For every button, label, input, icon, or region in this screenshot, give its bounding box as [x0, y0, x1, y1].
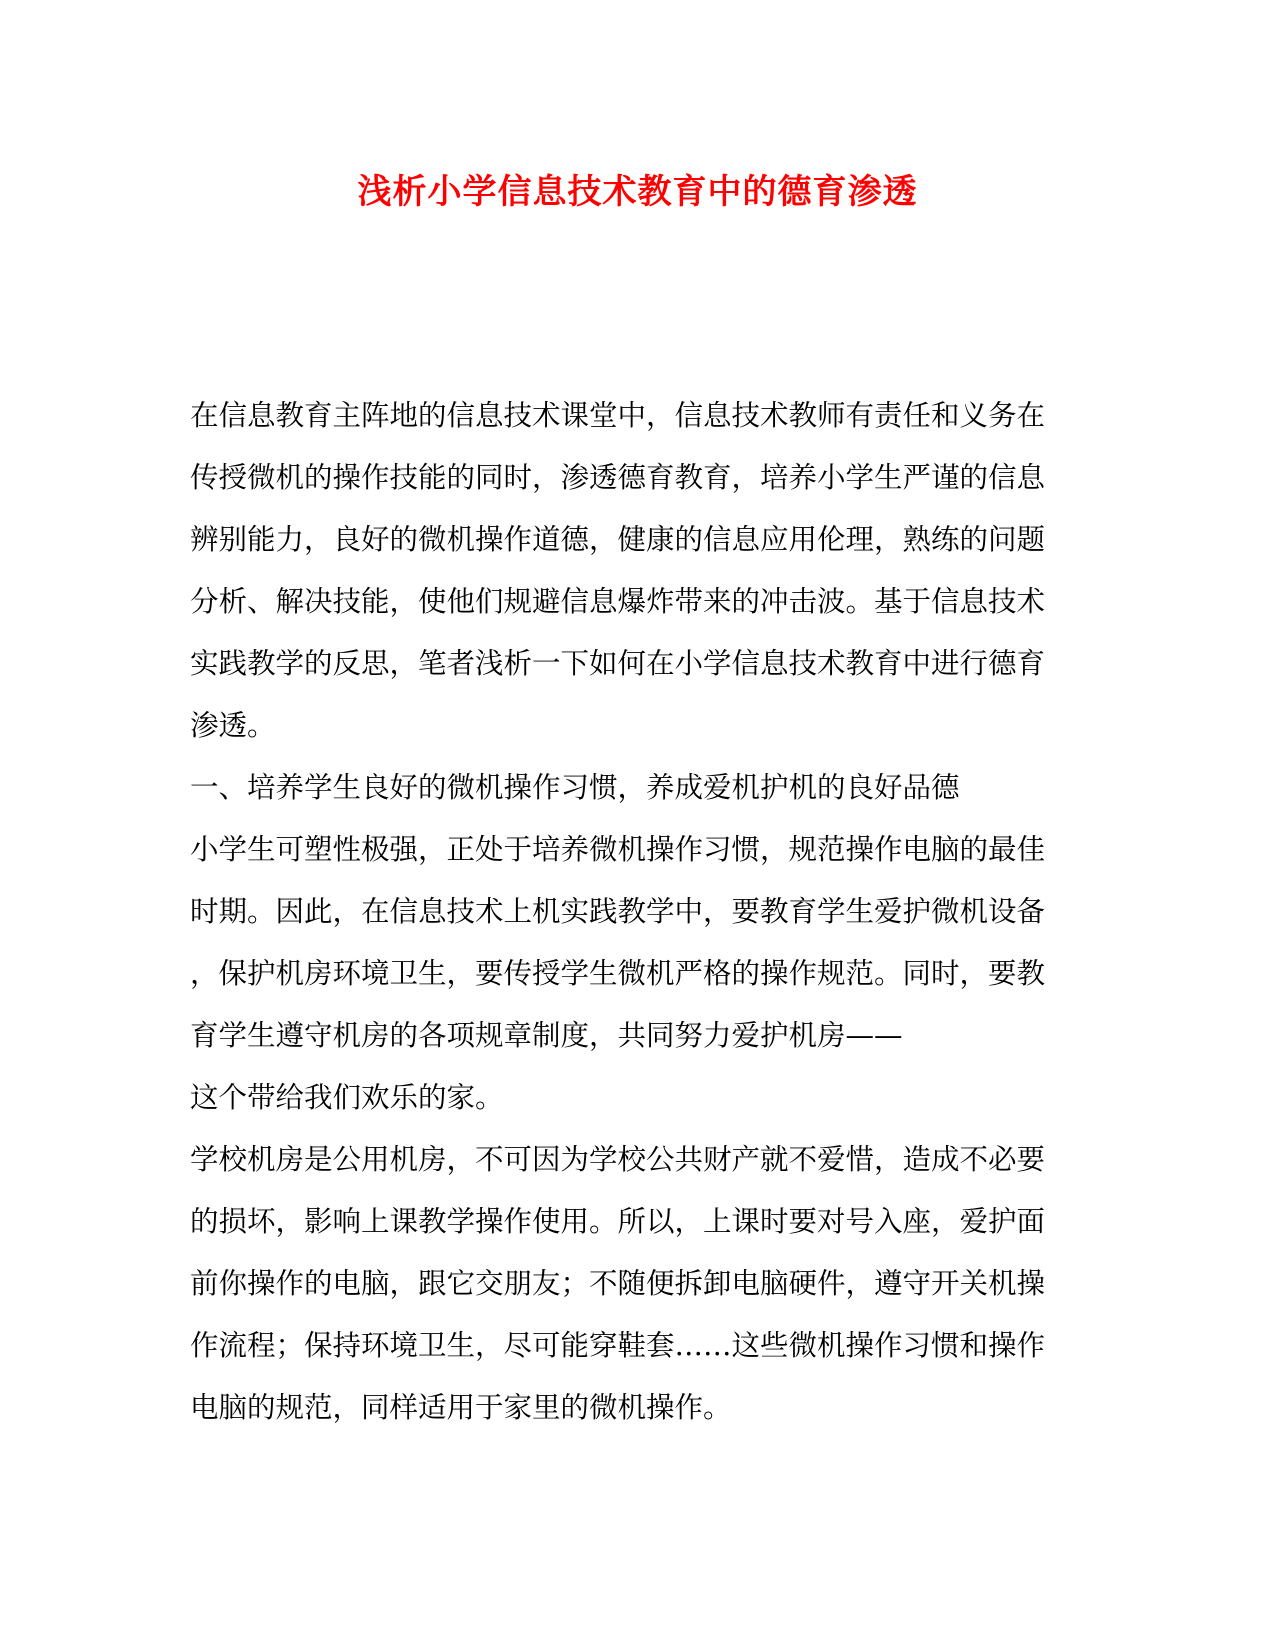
body-line: ，保护机房环境卫生，要传授学生微机严格的操作规范。同时，要教 — [190, 957, 1046, 990]
body-line: 育学生遵守机房的各项规章制度，共同努力爱护机房—— — [190, 1019, 903, 1052]
body-line: 分析、解决技能，使他们规避信息爆炸带来的冲击波。基于信息技术 — [190, 585, 1046, 618]
body-line: 前你操作的电脑，跟它交朋友；不随便拆卸电脑硬件，遵守开关机操 — [190, 1267, 1046, 1300]
body-line: 电脑的规范，同样适用于家里的微机操作。 — [190, 1391, 732, 1424]
body-line: 辨别能力，良好的微机操作道德，健康的信息应用伦理，熟练的问题 — [190, 523, 1046, 556]
body-line: 作流程；保持环境卫生，尽可能穿鞋套……这些微机操作习惯和操作 — [190, 1329, 1046, 1362]
body-line: 小学生可塑性极强，正处于培养微机操作习惯，规范操作电脑的最佳 — [190, 833, 1046, 866]
body-line: 渗透。 — [190, 709, 276, 742]
body-line: 这个带给我们欢乐的家。 — [190, 1081, 504, 1114]
section-heading: 一、培养学生良好的微机操作习惯，养成爱机护机的良好品德 — [190, 771, 960, 804]
body-line: 在信息教育主阵地的信息技术课堂中，信息技术教师有责任和义务在 — [190, 399, 1046, 432]
body-line: 传授微机的操作技能的同时，渗透德育教育，培养小学生严谨的信息 — [190, 461, 1046, 494]
body-line: 的损坏，影响上课教学操作使用。所以，上课时要对号入座，爱护面 — [190, 1205, 1046, 1238]
body-line: 学校机房是公用机房，不可因为学校公共财产就不爱惜，造成不必要 — [190, 1143, 1046, 1176]
body-line: 时期。因此，在信息技术上机实践教学中，要教育学生爱护微机设备 — [190, 895, 1046, 928]
document-title: 浅析小学信息技术教育中的德育渗透 — [357, 172, 918, 212]
body-line: 实践教学的反思，笔者浅析一下如何在小学信息技术教育中进行德育 — [190, 647, 1046, 680]
